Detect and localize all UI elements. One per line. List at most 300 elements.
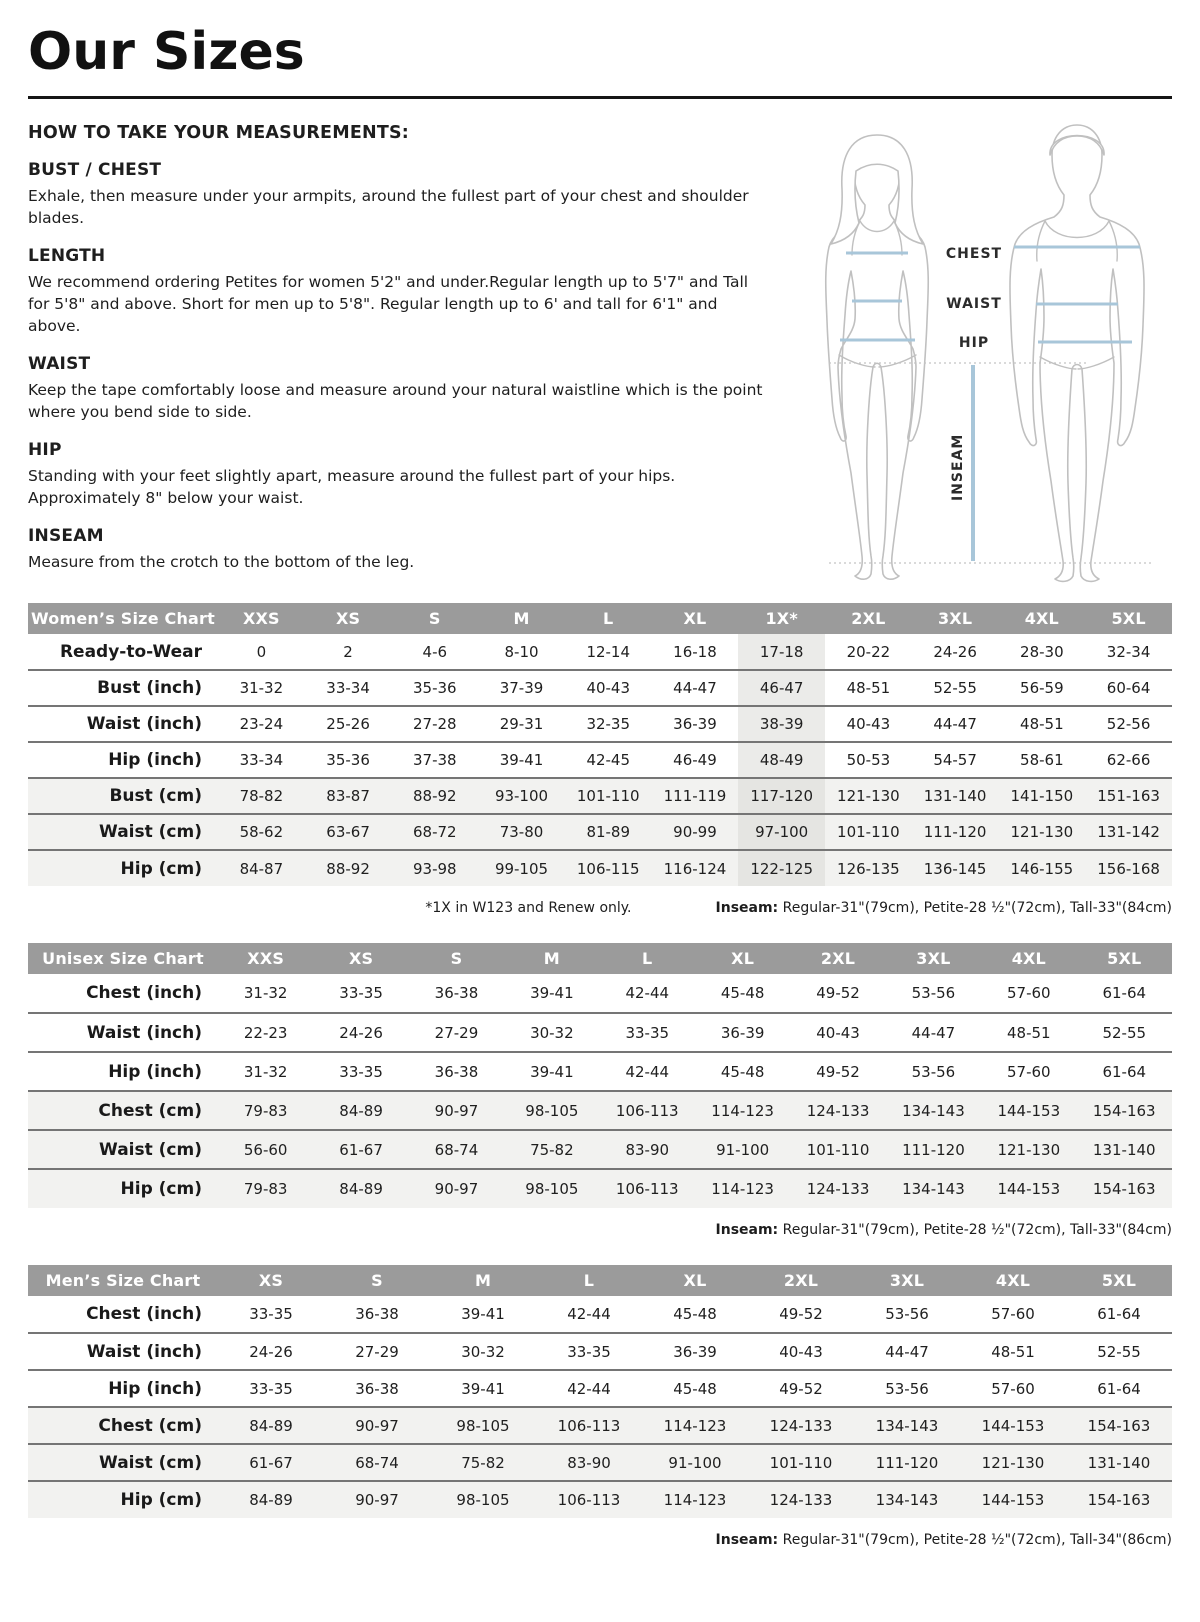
unisex-size-chart-section	[28, 943, 1172, 1239]
size-cell: 37-38	[413, 751, 457, 769]
size-cell: 52-56	[1106, 715, 1151, 733]
size-column-header: 5XL	[1077, 943, 1172, 974]
table-row	[28, 706, 1172, 742]
measurement-instructions	[28, 123, 778, 573]
size-cell: 98-105	[430, 1481, 536, 1518]
size-cell: 46-47	[738, 670, 825, 706]
size-cell: 114-123	[695, 1091, 790, 1130]
size-column-header: 4XL	[998, 603, 1085, 634]
size-cell: 48-51	[846, 679, 891, 697]
size-cell: 32-34	[1106, 642, 1151, 661]
size-cell: 144-153	[981, 1169, 1076, 1208]
instruction-bust-chest	[28, 160, 778, 229]
header-row	[28, 943, 1172, 974]
table-title: Women’s Size Chart	[28, 603, 218, 634]
size-cell: 52-55	[933, 679, 977, 697]
size-cell: 106-113	[600, 1169, 695, 1208]
size-column-header: XXS	[218, 603, 305, 634]
size-cell: 4-6	[422, 642, 448, 661]
size-cell: 75-82	[430, 1444, 536, 1481]
row-label: Chest (cm)	[28, 1407, 218, 1444]
womens-table-footnotes	[28, 899, 1172, 917]
instruction-length	[28, 246, 778, 337]
size-cell: 52-55	[1097, 1342, 1141, 1361]
size-cell: 61-67	[313, 1130, 408, 1169]
size-cell: 8-10	[504, 642, 539, 661]
size-cell: 79-83	[218, 1091, 313, 1130]
size-cell: 40-43	[846, 715, 891, 733]
size-cell: 99-105	[478, 850, 565, 886]
size-cell: 45-48	[673, 1379, 717, 1398]
womens-size-chart-section	[28, 603, 1172, 917]
size-cell: 40-43	[779, 1342, 823, 1361]
size-cell: 61-64	[1097, 1305, 1141, 1324]
size-cell: 114-123	[642, 1481, 748, 1518]
size-cell: 49-52	[816, 984, 860, 1003]
size-cell: 16-18	[673, 642, 717, 661]
size-cell: 121-130	[981, 1130, 1076, 1169]
instruction-body: We recommend ordering Petites for women 5'2" and under.Regular length up to 5'7" and Tall for 5'8" and above. Short for men up to 5'8". Regular length up to 6' and tall for 6'1" and above.	[28, 273, 749, 335]
size-cell: 61-64	[1097, 1379, 1141, 1398]
table-row	[28, 1333, 1172, 1370]
table-row	[28, 742, 1172, 778]
size-cell: 24-26	[339, 1023, 383, 1042]
size-column-header: XS	[313, 943, 408, 974]
size-cell: 42-44	[625, 1062, 670, 1081]
size-cell: 90-97	[324, 1481, 430, 1518]
size-cell: 84-89	[313, 1091, 408, 1130]
unisex-table-footnotes	[28, 1221, 1172, 1239]
footnote-1x-note: *1X in W123 and Renew only.	[425, 900, 632, 916]
size-cell: 33-35	[249, 1379, 293, 1398]
row-label: Ready-to-Wear	[59, 641, 202, 662]
row-label: Chest (inch)	[86, 1304, 202, 1325]
size-cell: 33-35	[339, 1062, 383, 1081]
table-row	[28, 1052, 1172, 1091]
size-cell: 101-110	[825, 814, 912, 850]
size-cell: 39-41	[461, 1305, 505, 1324]
man-silhouette	[1010, 125, 1144, 581]
size-cell: 2	[343, 642, 353, 661]
size-cell: 154-163	[1077, 1091, 1172, 1130]
size-cell: 134-143	[886, 1169, 981, 1208]
size-cell: 146-155	[998, 850, 1085, 886]
size-cell: 84-89	[313, 1169, 408, 1208]
size-cell: 131-142	[1085, 814, 1172, 850]
size-cell: 106-113	[536, 1407, 642, 1444]
size-cell: 131-140	[1077, 1130, 1172, 1169]
size-cell: 29-31	[499, 715, 544, 733]
row-label: Hip (cm)	[28, 1481, 218, 1518]
size-cell: 27-29	[434, 1023, 479, 1042]
size-cell: 37-39	[499, 679, 544, 697]
instruction-hip	[28, 440, 778, 509]
row-label: Bust (inch)	[97, 678, 202, 698]
top-section	[28, 123, 1172, 603]
row-label: Hip (cm)	[28, 850, 218, 886]
table-row	[28, 1013, 1172, 1052]
size-cell: 101-110	[565, 778, 652, 814]
size-cell: 39-41	[530, 1062, 574, 1081]
size-cell: 114-123	[695, 1169, 790, 1208]
size-cell: 114-123	[642, 1407, 748, 1444]
size-cell: 49-52	[779, 1305, 823, 1324]
size-cell: 36-38	[355, 1379, 399, 1398]
row-label: Waist (cm)	[28, 1130, 218, 1169]
size-cell: 53-56	[911, 1062, 956, 1081]
size-cell: 24-26	[249, 1342, 293, 1361]
size-column-header: M	[478, 603, 565, 634]
size-cell: 122-125	[738, 850, 825, 886]
instruction-heading: LENGTH	[28, 246, 106, 266]
size-cell: 22-23	[243, 1023, 288, 1042]
table-row	[28, 1296, 1172, 1333]
table-row	[28, 1370, 1172, 1407]
size-cell: 31-32	[239, 679, 284, 697]
size-column-header: 2XL	[748, 1265, 854, 1296]
inseam-note: Inseam: Regular-31"(79cm), Petite-28 ½"(72cm), Tall-33"(84cm)	[715, 900, 1172, 916]
row-label: Hip (cm)	[28, 1169, 218, 1208]
size-cell: 121-130	[998, 814, 1085, 850]
size-cell: 121-130	[825, 778, 912, 814]
instruction-heading: HIP	[28, 440, 62, 460]
table-row	[28, 1130, 1172, 1169]
womens-size-chart-table	[28, 603, 1172, 886]
size-cell: 111-120	[854, 1444, 960, 1481]
size-cell: 117-120	[738, 778, 825, 814]
size-cell: 44-47	[885, 1342, 929, 1361]
size-cell: 27-28	[413, 715, 457, 733]
title-divider	[28, 96, 1172, 99]
size-cell: 42-44	[567, 1305, 611, 1324]
size-cell: 63-67	[305, 814, 392, 850]
size-cell: 49-52	[779, 1379, 823, 1398]
size-cell: 111-120	[912, 814, 999, 850]
size-column-header: XS	[305, 603, 392, 634]
size-cell: 30-32	[461, 1342, 505, 1361]
size-cell: 23-24	[239, 715, 284, 733]
size-cell: 154-163	[1077, 1169, 1172, 1208]
size-cell: 144-153	[960, 1407, 1066, 1444]
size-cell: 45-48	[673, 1305, 717, 1324]
size-cell: 62-66	[1106, 751, 1151, 769]
table-row	[28, 814, 1172, 850]
size-cell: 57-60	[991, 1305, 1035, 1324]
size-cell: 73-80	[478, 814, 565, 850]
size-cell: 25-26	[326, 715, 370, 733]
size-column-header: L	[600, 943, 695, 974]
size-cell: 134-143	[854, 1407, 960, 1444]
size-column-header: XXS	[218, 943, 313, 974]
unisex-size-chart-table	[28, 943, 1172, 1208]
size-cell: 90-97	[409, 1091, 504, 1130]
table-row	[28, 1407, 1172, 1444]
size-cell: 83-87	[305, 778, 392, 814]
inseam-note: Inseam: Regular-31"(79cm), Petite-28 ½"(72cm), Tall-34"(86cm)	[715, 1532, 1172, 1549]
row-label: Waist (cm)	[28, 814, 218, 850]
size-cell: 33-34	[326, 679, 370, 697]
size-cell: 52-55	[1102, 1023, 1147, 1042]
instruction-waist	[28, 354, 778, 423]
size-cell: 124-133	[748, 1407, 854, 1444]
size-cell: 154-163	[1066, 1481, 1172, 1518]
size-cell: 42-44	[567, 1379, 611, 1398]
size-cell: 124-133	[790, 1169, 885, 1208]
size-cell: 48-51	[1007, 1023, 1051, 1042]
row-label: Waist (inch)	[86, 1341, 202, 1362]
size-column-header: M	[430, 1265, 536, 1296]
instruction-body: Measure from the crotch to the bottom of the leg.	[28, 553, 415, 571]
size-column-header: XL	[695, 943, 790, 974]
size-cell: 39-41	[499, 751, 544, 769]
size-column-header: S	[409, 943, 504, 974]
size-cell: 68-72	[391, 814, 478, 850]
size-cell: 36-39	[673, 715, 717, 733]
row-label: Waist (cm)	[28, 1444, 218, 1481]
size-cell: 156-168	[1085, 850, 1172, 886]
table-row	[28, 850, 1172, 886]
size-column-header: XL	[642, 1265, 748, 1296]
size-cell: 28-30	[1020, 642, 1064, 661]
size-cell: 144-153	[981, 1091, 1076, 1130]
size-cell: 97-100	[738, 814, 825, 850]
size-cell: 33-35	[339, 984, 383, 1003]
size-cell: 31-32	[243, 984, 288, 1003]
size-cell: 33-35	[625, 1023, 670, 1042]
table-row	[28, 974, 1172, 1013]
size-cell: 111-119	[652, 778, 739, 814]
size-cell: 116-124	[652, 850, 739, 886]
size-cell: 53-56	[885, 1305, 929, 1324]
size-cell: 81-89	[565, 814, 652, 850]
row-label: Waist (inch)	[86, 1022, 202, 1043]
size-cell: 131-140	[912, 778, 999, 814]
row-label: Hip (inch)	[108, 1061, 202, 1082]
table-row	[28, 1169, 1172, 1208]
size-column-header: 3XL	[912, 603, 999, 634]
size-cell: 68-74	[324, 1444, 430, 1481]
size-cell: 121-130	[960, 1444, 1066, 1481]
size-cell: 98-105	[504, 1169, 599, 1208]
size-cell: 124-133	[790, 1091, 885, 1130]
size-cell: 83-90	[600, 1130, 695, 1169]
table-title: Men’s Size Chart	[28, 1265, 218, 1296]
size-cell: 136-145	[912, 850, 999, 886]
size-cell: 45-48	[720, 1062, 765, 1081]
size-cell: 101-110	[748, 1444, 854, 1481]
size-cell: 111-120	[886, 1130, 981, 1169]
size-column-header: S	[391, 603, 478, 634]
row-label: Chest (inch)	[86, 983, 202, 1004]
size-cell: 134-143	[886, 1091, 981, 1130]
size-cell: 83-90	[536, 1444, 642, 1481]
size-cell: 44-47	[673, 679, 717, 697]
size-cell: 42-44	[625, 984, 670, 1003]
mens-size-chart-section	[28, 1265, 1172, 1549]
size-cell: 124-133	[748, 1481, 854, 1518]
size-cell: 98-105	[430, 1407, 536, 1444]
size-cell: 79-83	[218, 1169, 313, 1208]
size-cell: 31-32	[243, 1062, 288, 1081]
table-row	[28, 1091, 1172, 1130]
size-cell: 88-92	[305, 850, 392, 886]
size-cell: 20-22	[846, 642, 891, 661]
inseam-note: Inseam: Regular-31"(79cm), Petite-28 ½"(72cm), Tall-33"(84cm)	[715, 1222, 1172, 1239]
instruction-body: Standing with your feet slightly apart, measure around the fullest part of your hips. Approximately 8" below your waist.	[28, 467, 676, 507]
size-cell: 50-53	[846, 751, 891, 769]
size-cell: 56-59	[1020, 679, 1064, 697]
size-cell: 90-97	[324, 1407, 430, 1444]
instruction-body: Exhale, then measure under your armpits, around the fullest part of your chest and shoulder blades.	[28, 187, 749, 227]
size-column-header: 3XL	[886, 943, 981, 974]
instruction-heading: BUST / CHEST	[28, 160, 162, 180]
size-cell: 57-60	[1007, 984, 1051, 1003]
size-cell: 40-43	[586, 679, 631, 697]
row-label: Chest (cm)	[28, 1091, 218, 1130]
size-cell: 60-64	[1106, 679, 1151, 697]
size-column-header: 2XL	[825, 603, 912, 634]
size-cell: 57-60	[1007, 1062, 1051, 1081]
size-cell: 61-64	[1102, 984, 1147, 1003]
size-cell: 42-45	[586, 751, 631, 769]
table-row	[28, 634, 1172, 670]
header-row	[28, 1265, 1172, 1296]
size-cell: 33-35	[249, 1305, 293, 1324]
size-cell: 106-113	[536, 1481, 642, 1518]
size-column-header: S	[324, 1265, 430, 1296]
size-cell: 58-61	[1020, 751, 1064, 769]
size-column-header: 3XL	[854, 1265, 960, 1296]
size-column-header: M	[504, 943, 599, 974]
size-cell: 36-38	[355, 1305, 399, 1324]
size-cell: 39-41	[461, 1379, 505, 1398]
size-cell: 32-35	[586, 715, 631, 733]
size-cell: 98-105	[504, 1091, 599, 1130]
table-row	[28, 778, 1172, 814]
size-cell: 33-34	[239, 751, 284, 769]
size-cell: 90-97	[409, 1169, 504, 1208]
size-column-header: 2XL	[790, 943, 885, 974]
size-column-header: L	[565, 603, 652, 634]
size-cell: 134-143	[854, 1481, 960, 1518]
size-cell: 48-51	[991, 1342, 1035, 1361]
instruction-inseam	[28, 526, 778, 573]
size-cell: 154-163	[1066, 1407, 1172, 1444]
size-cell: 35-36	[413, 679, 457, 697]
size-cell: 141-150	[998, 778, 1085, 814]
size-cell: 39-41	[530, 984, 574, 1003]
row-label: Hip (inch)	[108, 1378, 202, 1399]
chest-label: CHEST	[945, 246, 1003, 262]
size-column-header: L	[536, 1265, 642, 1296]
table-row	[28, 1481, 1172, 1518]
size-cell: 106-113	[600, 1091, 695, 1130]
table-row	[28, 670, 1172, 706]
size-cell: 131-140	[1066, 1444, 1172, 1481]
size-cell: 84-87	[218, 850, 305, 886]
waist-label: WAIST	[946, 296, 1002, 312]
size-cell: 58-62	[218, 814, 305, 850]
size-cell: 17-18	[738, 634, 825, 670]
instruction-body: Keep the tape comfortably loose and measure around your natural waistline which is the point where you bend side to side.	[28, 381, 763, 421]
row-label: Hip (inch)	[108, 750, 202, 770]
header-row	[28, 603, 1172, 634]
size-cell: 30-32	[530, 1023, 574, 1042]
instructions-heading: HOW TO TAKE YOUR MEASUREMENTS:	[28, 123, 409, 143]
size-cell: 56-60	[218, 1130, 313, 1169]
size-cell: 144-153	[960, 1481, 1066, 1518]
size-cell: 46-49	[673, 751, 717, 769]
size-cell: 44-47	[911, 1023, 956, 1042]
size-cell: 36-38	[434, 984, 479, 1003]
size-cell: 75-82	[504, 1130, 599, 1169]
size-cell: 57-60	[991, 1379, 1035, 1398]
size-cell: 48-49	[738, 742, 825, 778]
page-title: Our Sizes	[28, 22, 305, 82]
body-measurement-diagram	[782, 111, 1172, 589]
size-cell: 68-74	[409, 1130, 504, 1169]
inseam-label: INSEAM	[950, 433, 966, 501]
size-cell: 88-92	[391, 778, 478, 814]
table-title: Unisex Size Chart	[28, 943, 218, 974]
size-cell: 93-98	[391, 850, 478, 886]
size-cell: 48-51	[1020, 715, 1064, 733]
size-cell: 27-29	[355, 1342, 399, 1361]
row-label: Waist (inch)	[86, 714, 202, 734]
size-cell: 106-115	[565, 850, 652, 886]
size-guide-page	[0, 22, 1200, 1580]
size-cell: 53-56	[911, 984, 956, 1003]
size-cell: 90-99	[652, 814, 739, 850]
size-column-header: 4XL	[981, 943, 1076, 974]
size-cell: 91-100	[695, 1130, 790, 1169]
size-cell: 35-36	[326, 751, 370, 769]
instruction-heading: WAIST	[28, 354, 91, 374]
size-cell: 36-39	[673, 1342, 717, 1361]
measurement-figure-illustration	[782, 111, 1172, 589]
size-cell: 151-163	[1085, 778, 1172, 814]
table-row	[28, 1444, 1172, 1481]
size-cell: 126-135	[825, 850, 912, 886]
size-cell: 33-35	[567, 1342, 611, 1361]
size-column-header: XS	[218, 1265, 324, 1296]
size-cell: 84-89	[218, 1407, 324, 1444]
size-cell: 49-52	[816, 1062, 860, 1081]
mens-size-chart-table	[28, 1265, 1172, 1518]
size-cell: 53-56	[885, 1379, 929, 1398]
size-cell: 36-39	[720, 1023, 765, 1042]
mens-table-footnotes	[28, 1531, 1172, 1549]
size-column-header: XL	[652, 603, 739, 634]
size-cell: 84-89	[218, 1481, 324, 1518]
size-cell: 12-14	[586, 642, 631, 661]
size-cell: 61-64	[1102, 1062, 1147, 1081]
instruction-heading: INSEAM	[28, 526, 104, 546]
size-cell: 61-67	[218, 1444, 324, 1481]
size-cell: 0	[256, 642, 267, 661]
hip-label: HIP	[958, 335, 990, 351]
size-cell: 54-57	[933, 751, 977, 769]
size-cell: 36-38	[434, 1062, 479, 1081]
size-column-header: 5XL	[1066, 1265, 1172, 1296]
size-column-header: 5XL	[1085, 603, 1172, 634]
size-cell: 93-100	[478, 778, 565, 814]
size-column-header: 4XL	[960, 1265, 1066, 1296]
size-cell: 45-48	[720, 984, 765, 1003]
size-cell: 91-100	[642, 1444, 748, 1481]
size-cell: 101-110	[790, 1130, 885, 1169]
size-cell: 44-47	[933, 715, 977, 733]
